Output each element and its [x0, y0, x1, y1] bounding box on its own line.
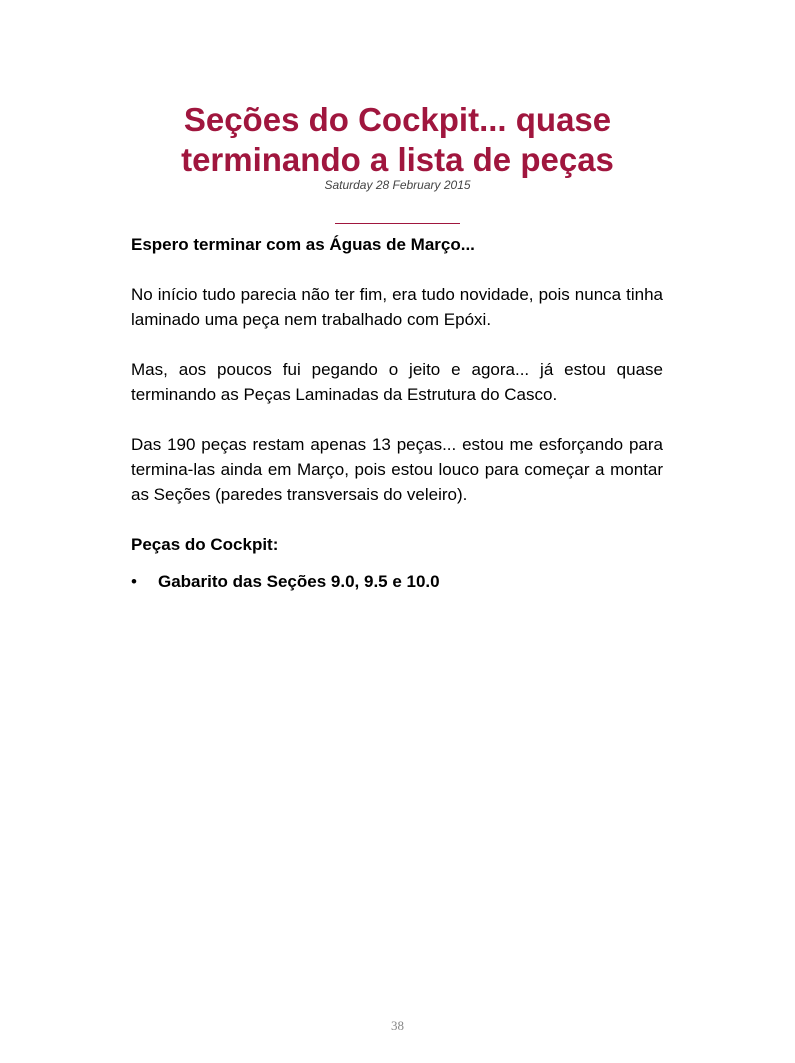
bullet-icon: • — [131, 572, 137, 591]
page-number: 38 — [391, 1018, 404, 1033]
list-item — [131, 569, 663, 594]
post-date: Saturday 28 February 2015 — [324, 178, 471, 192]
title-divider — [335, 223, 460, 224]
list-item-text: Gabarito das Seções 9.0, 9.5 e 10.0 — [158, 572, 440, 591]
article-body — [131, 232, 663, 594]
parts-list — [131, 569, 663, 594]
page-title-line-2: terminando a lista de peças — [181, 141, 614, 178]
page-title — [100, 100, 695, 180]
lead-paragraph: Espero terminar com as Águas de Março... — [131, 235, 475, 254]
body-paragraph-2: Mas, aos poucos fui pegando o jeito e agora... já estou quase terminando as Peças Laminadas da Estrutura do Casco. — [131, 360, 663, 404]
body-paragraph-1: No início tudo parecia não ter fim, era tudo novidade, pois nunca tinha laminado uma peça nem trabalhado com Epóxi. — [131, 285, 663, 329]
section-subheading: Peças do Cockpit: — [131, 535, 279, 554]
body-paragraph-3: Das 190 peças restam apenas 13 peças... estou me esforçando para termina-las ainda em Março, pois estou louco para começar a montar as Seções (paredes transversais do veleiro). — [131, 435, 663, 504]
page-title-line-1: Seções do Cockpit... quase — [183, 101, 612, 138]
